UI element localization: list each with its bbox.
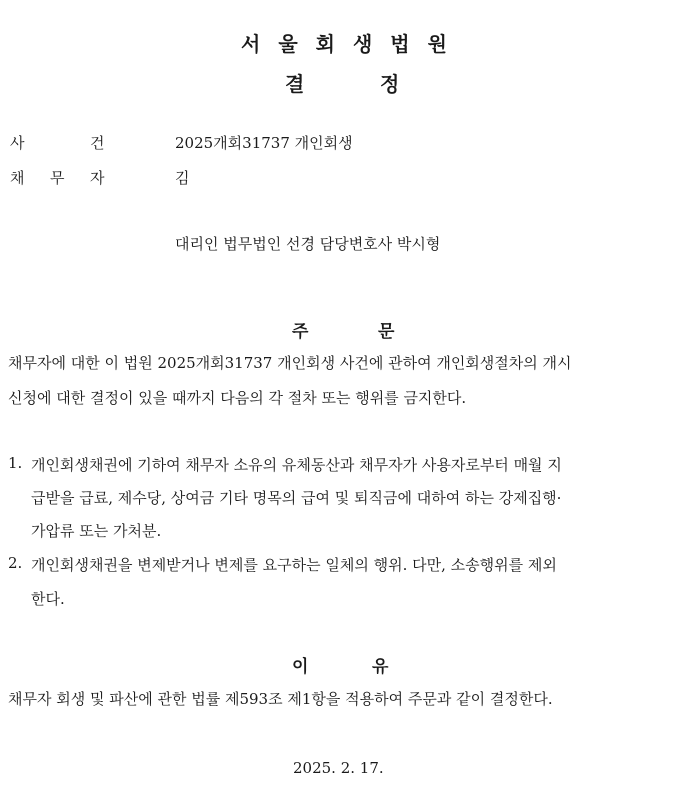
order-item-1-line-3: 가압류 또는 가처분. xyxy=(31,522,162,540)
order-heading-char-1: 주 xyxy=(292,322,309,342)
order-item-2-line-2: 한다. xyxy=(31,590,65,608)
debtor-label-char-2: 무 xyxy=(50,169,65,187)
document-type-char-2: 정 xyxy=(380,72,400,96)
order-item-2-number: 2. xyxy=(8,554,23,572)
decision-date: 2025. 2. 17. xyxy=(293,759,384,777)
case-label-char-2: 건 xyxy=(90,134,105,152)
order-intro-line-1: 채무자에 대한 이 법원 2025개회31737 개인회생 사건에 관하여 개인회생절차의 개시 xyxy=(8,354,572,372)
court-name: 서울회생법원 xyxy=(241,32,465,56)
debtor-name: 김 xyxy=(175,169,190,187)
order-item-1-number: 1. xyxy=(8,454,23,472)
debtor-label-char-1: 채 xyxy=(10,169,25,187)
order-item-1-line-1: 개인회생채권에 기하여 채무자 소유의 유체동산과 채무자가 사용자로부터 매월 지 xyxy=(31,456,562,474)
order-intro-line-2: 신청에 대한 결정이 있을 때까지 다음의 각 절차 또는 행위를 금지한다. xyxy=(8,389,467,407)
debtor-label-char-3: 자 xyxy=(90,169,105,187)
reason-heading-char-2: 유 xyxy=(372,657,389,677)
order-heading-char-2: 문 xyxy=(378,322,395,342)
legal-representative: 대리인 법무법인 선경 담당변호사 박시형 xyxy=(175,235,441,253)
order-item-2-line-1: 개인회생채권을 변제받거나 변제를 요구하는 일체의 행위. 다만, 소송행위를 제외 xyxy=(31,556,557,574)
order-item-1-line-2: 급받을 급료, 제수당, 상여금 기타 명목의 급여 및 퇴직금에 대하여 하는 강제집행· xyxy=(31,489,562,507)
document-type-char-1: 결 xyxy=(285,72,305,96)
case-number: 2025개회31737 개인회생 xyxy=(175,134,353,152)
reason-text: 채무자 회생 및 파산에 관한 법률 제593조 제1항을 적용하여 주문과 같이 결정한다. xyxy=(8,690,553,708)
reason-heading-char-1: 이 xyxy=(292,657,309,677)
case-label-char-1: 사 xyxy=(10,134,25,152)
